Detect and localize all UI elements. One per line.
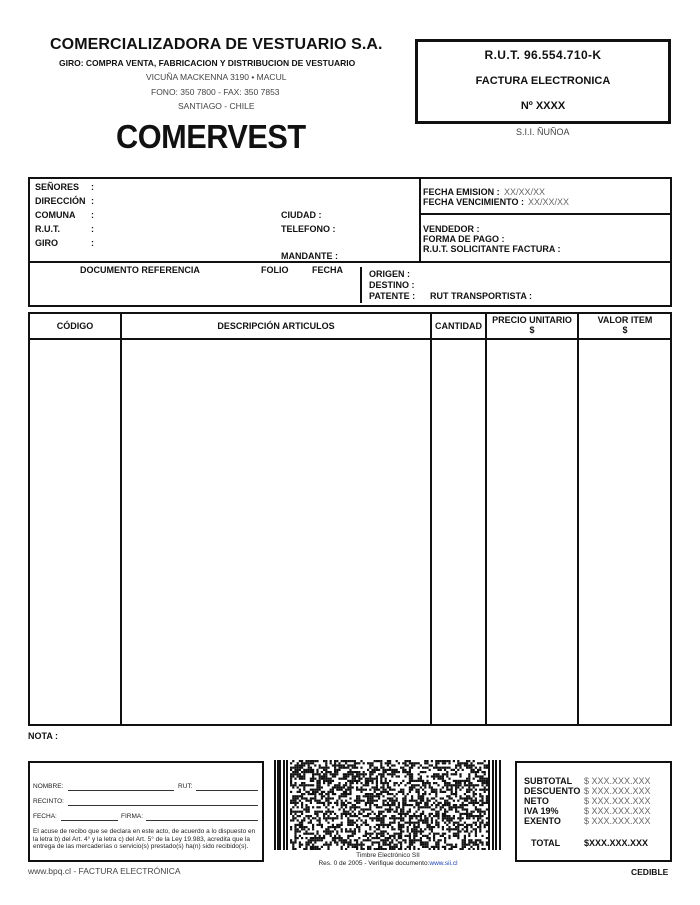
sii-link[interactable]: www.sii.cl [429, 860, 458, 867]
colon: : [91, 238, 94, 248]
document-type: FACTURA ELECTRONICA [475, 75, 611, 87]
label-senores: SEÑORES [35, 182, 80, 192]
label-telefono: TELEFONO : [281, 224, 336, 234]
totals-row-label: NETO [524, 796, 549, 806]
label-vendedor: VENDEDOR : [423, 224, 480, 234]
label-ciudad: CIUDAD : [281, 210, 322, 220]
document-number: Nº XXXX [520, 100, 566, 112]
totals-row-label: IVA 19% [524, 806, 559, 816]
label-comuna: COMUNA [35, 210, 76, 220]
label-origen: ORIGEN : [369, 269, 411, 279]
customer-section [28, 177, 672, 307]
label-firma: FIRMA: [121, 813, 144, 820]
label-receipt-rut: RUT: [178, 783, 193, 790]
totals-row-value: $ XXX.XXX.XXX [584, 776, 651, 786]
col-header-codigo: CÓDIGO [56, 321, 94, 331]
label-destino: DESTINO : [369, 280, 415, 290]
company-logo: COMERVEST [116, 118, 306, 155]
total-label: TOTAL [531, 838, 561, 848]
label-nombre: NOMBRE: [33, 783, 64, 790]
totals-row-value: $ XXX.XXX.XXX [584, 796, 651, 806]
company-phones: FONO: 350 7800 - FAX: 350 7853 [151, 87, 280, 97]
total-value: $XXX.XXX.XXX [584, 838, 649, 848]
company-address: VICUÑA MACKENNA 3190 • MACUL [146, 72, 287, 82]
label-documento-referencia: DOCUMENTO REFERENCIA [80, 265, 200, 275]
label-direccion: DIRECCIÓN [35, 196, 86, 206]
label-mandante: MANDANTE : [281, 251, 338, 261]
company-city: SANTIAGO - CHILE [178, 101, 255, 111]
label-patente: PATENTE : [369, 291, 416, 301]
stamp-caption-2 [274, 860, 502, 867]
value-fecha-emision: XX/XX/XX [504, 187, 546, 197]
company-giro: GIRO: COMPRA VENTA, FABRICACION Y DISTRIBUCION DE VESTUARIO [59, 58, 356, 68]
label-rut-solicitante: R.U.T. SOLICITANTE FACTURA : [423, 244, 561, 254]
colon: : [91, 182, 94, 192]
label-rut-transportista: RUT TRANSPORTISTA : [430, 291, 532, 301]
label-fecha-ref: FECHA [312, 265, 343, 275]
label-fecha-vencimiento: FECHA VENCIMIENTO : [423, 197, 525, 207]
col-header-precio-unitario: PRECIO UNITARIO $ [492, 315, 572, 335]
totals-row-value: $ XXX.XXX.XXX [584, 806, 651, 816]
items-table [28, 312, 672, 726]
company-name: COMERCIALIZADORA DE VESTUARIO S.A. [50, 36, 383, 53]
totals-row-value: $ XXX.XXX.XXX [584, 816, 651, 826]
col-header-valor-item: VALOR ITEM $ [597, 315, 653, 335]
label-recinto: RECINTO: [33, 798, 64, 805]
footer-cedible: CEDIBLE [631, 867, 669, 877]
label-nota: NOTA : [28, 731, 58, 741]
footer-printer: www.bpq.cl - FACTURA ELECTRÓNICA [28, 866, 181, 876]
issuer-rut: R.U.T. 96.554.710-K [484, 48, 602, 62]
label-fecha-emision: FECHA EMISION : [423, 187, 500, 197]
label-forma-pago: FORMA DE PAGO : [423, 234, 505, 244]
colon: : [91, 224, 94, 234]
document-id-box [415, 39, 671, 124]
value-fecha-vencimiento: XX/XX/XX [528, 197, 570, 207]
sii-office: S.I.I. ÑUÑOA [516, 127, 570, 137]
receipt-legal-text: El acuse de recibo que se declara en este acto, de acuerdo a lo dispuesto en la letra b) del Art. 4° y la letra c) del Art. 5° de la Ley 19.983, acredita que la entrega de las mercaderías o servicio(s) prestado(s) ha(n) sido recibido(s). [33, 828, 256, 851]
totals-row-label: EXENTO [524, 816, 561, 826]
label-folio: FOLIO [261, 265, 289, 275]
col-header-cantidad: CANTIDAD [435, 321, 482, 331]
col-header-descripcion: DESCRIPCIÓN ARTICULOS [217, 321, 335, 331]
totals-row-value: $ XXX.XXX.XXX [584, 786, 651, 796]
totals-row-label: SUBTOTAL [524, 776, 573, 786]
sii-stamp-barcode [274, 760, 502, 850]
colon: : [91, 210, 94, 220]
stamp-verify-text: Res. 0 de 2005 - Verifique documento: [318, 860, 430, 867]
label-rut: R.U.T. [35, 224, 61, 234]
colon: : [91, 196, 94, 206]
stamp-caption-1: Timbre Electrónico SII [356, 852, 420, 859]
label-giro: GIRO [35, 238, 59, 248]
totals-row-label: DESCUENTO [524, 786, 581, 796]
label-fecha-receipt: FECHA: [33, 813, 57, 820]
